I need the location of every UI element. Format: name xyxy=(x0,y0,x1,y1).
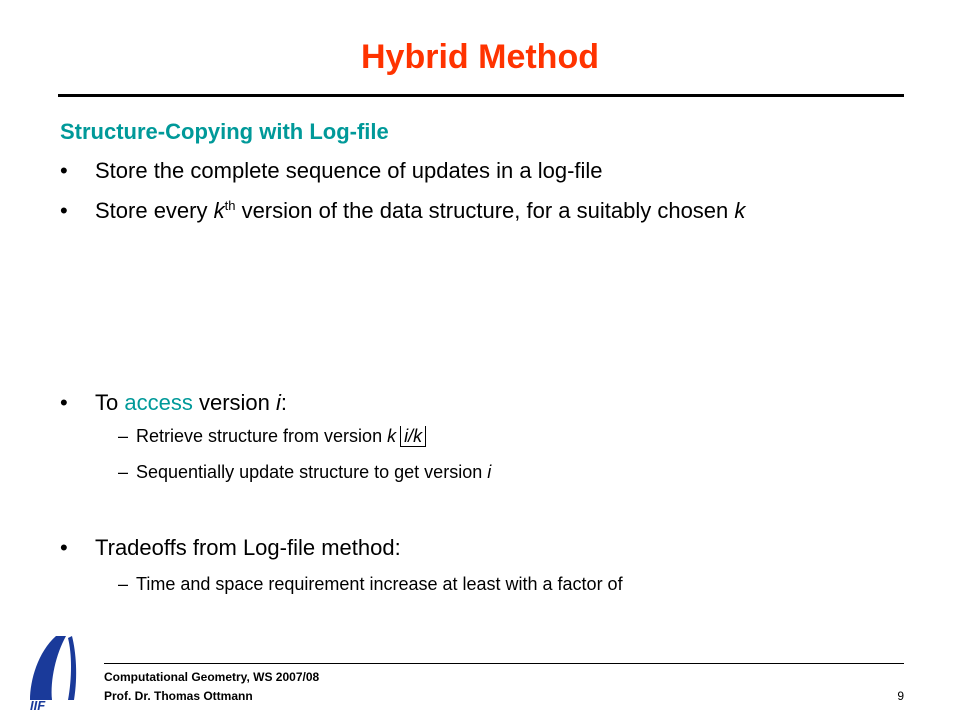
bullet-text-mid: version xyxy=(192,390,276,415)
bullet-marker: • xyxy=(60,198,68,223)
bullet-tradeoffs xyxy=(60,535,401,561)
iif-logo xyxy=(26,632,82,712)
bullet-store-sequence xyxy=(60,158,603,184)
bullet-text-pre: Store every xyxy=(95,198,214,223)
floor-expression xyxy=(400,426,426,447)
slide-title: Hybrid Method xyxy=(361,38,599,76)
dash-marker: – xyxy=(118,426,129,446)
bullet-text: Store the complete sequence of updates in a log-file xyxy=(95,158,603,183)
dash-marker: – xyxy=(118,462,129,482)
logo-text: IIF xyxy=(30,698,46,712)
var-i: i xyxy=(276,390,281,415)
sub-text-pre: Retrieve structure from version xyxy=(136,426,388,446)
bullet-text-post: : xyxy=(280,390,288,415)
bullet-access-version xyxy=(60,390,287,416)
var-i: i xyxy=(487,462,492,482)
var-k: k xyxy=(387,426,397,446)
dash-marker: – xyxy=(118,574,129,594)
var-k-end: k xyxy=(734,198,746,223)
bullet-store-every-kth xyxy=(60,198,745,224)
section-subtitle: Structure-Copying with Log-file xyxy=(60,119,389,144)
bullet-text-post: version of the data structure, for a suitably chosen xyxy=(235,198,735,223)
footer-divider xyxy=(104,663,904,664)
sub-sequential-update xyxy=(118,462,491,483)
bullet-text-pre: To xyxy=(95,390,125,415)
page-number: 9 xyxy=(897,689,904,703)
superscript-th: th xyxy=(224,198,236,213)
floor-content: i/k xyxy=(404,426,423,446)
bullet-marker: • xyxy=(60,390,68,415)
access-keyword: access xyxy=(124,390,193,415)
footer-author: Prof. Dr. Thomas Ottmann xyxy=(104,689,253,703)
sub-text: Time and space requirement increase at least with a factor of xyxy=(136,574,623,594)
var-k: k xyxy=(213,198,225,223)
title-divider xyxy=(58,94,904,97)
bullet-marker: • xyxy=(60,535,68,560)
sub-time-space xyxy=(118,574,623,595)
bullet-text: Tradeoffs from Log-file method: xyxy=(95,535,401,560)
sub-retrieve-structure xyxy=(118,426,426,447)
bullet-marker: • xyxy=(60,158,68,183)
sub-text-pre: Sequentially update structure to get version xyxy=(136,462,488,482)
footer-course: Computational Geometry, WS 2007/08 xyxy=(104,670,320,684)
